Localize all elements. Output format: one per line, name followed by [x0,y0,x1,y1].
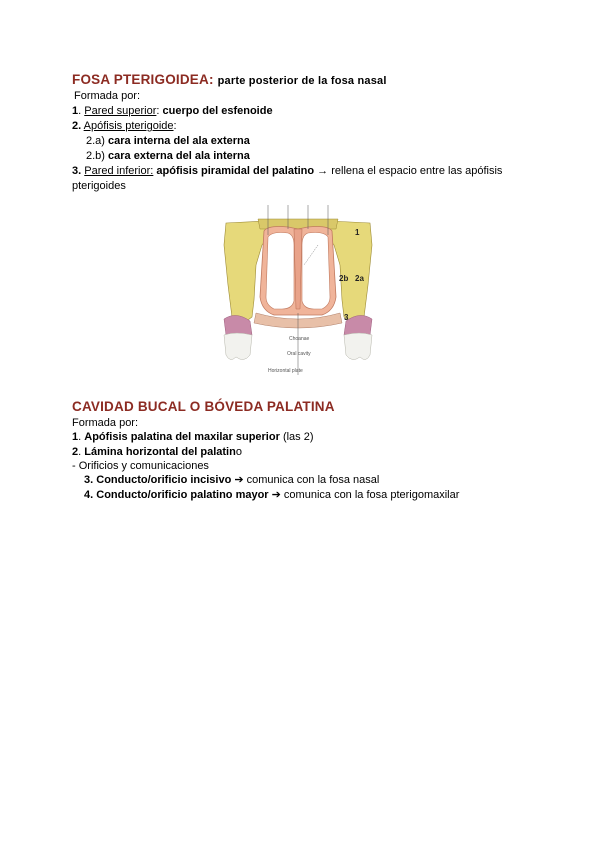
s2-item2-rest: o [235,446,242,458]
section1-item2b [86,149,250,163]
item1-label: Pared superior [84,105,157,117]
section1-item3 [72,164,502,178]
s2-item4-value: Conducto/orificio palatino mayor [96,489,269,501]
item3-rest: → rellena el espacio entre las apófisis [317,165,503,177]
section2-item1: 1. Apófisis palatina del maxilar superior (las 2) [72,431,314,443]
section1-item1 [72,104,273,118]
section2-item2: 2. Lámina horizontal del palatino [72,446,242,458]
figure-label-1: 1 [355,228,360,237]
section1-heading [72,72,387,87]
figure-label-oral-cavity: Oral cavity [287,351,311,357]
item2b-value: cara externa del ala interna [108,150,250,162]
figure-label-3: 3 [344,313,349,322]
section2-dash-item: - Orificios y comunicaciones [72,460,209,472]
item1-colon: : [156,105,160,117]
s2-item2-number: 2 [72,446,79,458]
item2-colon: : [173,120,177,132]
section2-heading: CAVIDAD BUCAL O BÓVEDA PALATINA [72,399,335,414]
s2-item4-rest: ➔ comunica con la fosa pterigomaxilar [271,489,460,501]
figure-label-horizontal-plate: Horizontal plate [268,368,303,374]
item3-value: apófisis piramidal del palatino [156,165,315,177]
item2-number: 2. [72,120,82,132]
section1-title: FOSA PTERIGOIDEA: [72,72,214,87]
item1-number: 1 [72,105,79,117]
s2-item1-value: Apófisis palatina del maxilar superior [84,431,280,443]
section1-item2 [72,119,177,133]
item2-label: Apófisis pterigoide [83,120,174,132]
section1-item2a [86,134,250,148]
figure-label-2b: 2b [339,274,349,283]
s2-item1-number: 1 [72,431,79,443]
item3-number: 3. [72,165,82,177]
figure-label-choanae: Choanae [289,336,310,342]
section2-formed-by: Formada por: [72,417,139,429]
item2a-value: cara interna del ala externa [108,135,250,147]
item1-separator: . [78,105,85,117]
s2-item2-value: Lámina horizontal del palatin [84,446,236,458]
section1-formed-by: Formada por: [74,90,141,102]
figure-label-2a: 2a [355,274,364,283]
s2-item1-rest: (las 2) [282,431,314,443]
pterygoid-fossa-illustration [218,205,378,377]
s2-item3-number: 3. [84,474,94,486]
section2-item3 [84,473,379,487]
item2a-prefix: 2.a) [86,135,105,147]
s2-item3-value: Conducto/orificio incisivo [96,474,232,486]
s2-item4-number: 4. [84,489,94,501]
item2b-prefix: 2.b) [86,150,105,162]
section1-item3-continuation: pterigoides [72,180,126,192]
section2-item4 [84,488,459,502]
section1-subtitle: parte posterior de la fosa nasal [217,75,387,87]
item3-label: Pared inferior: [84,165,154,177]
item1-value: cuerpo del esfenoide [162,105,273,117]
s2-item3-rest: ➔ comunica con la fosa nasal [234,474,380,486]
